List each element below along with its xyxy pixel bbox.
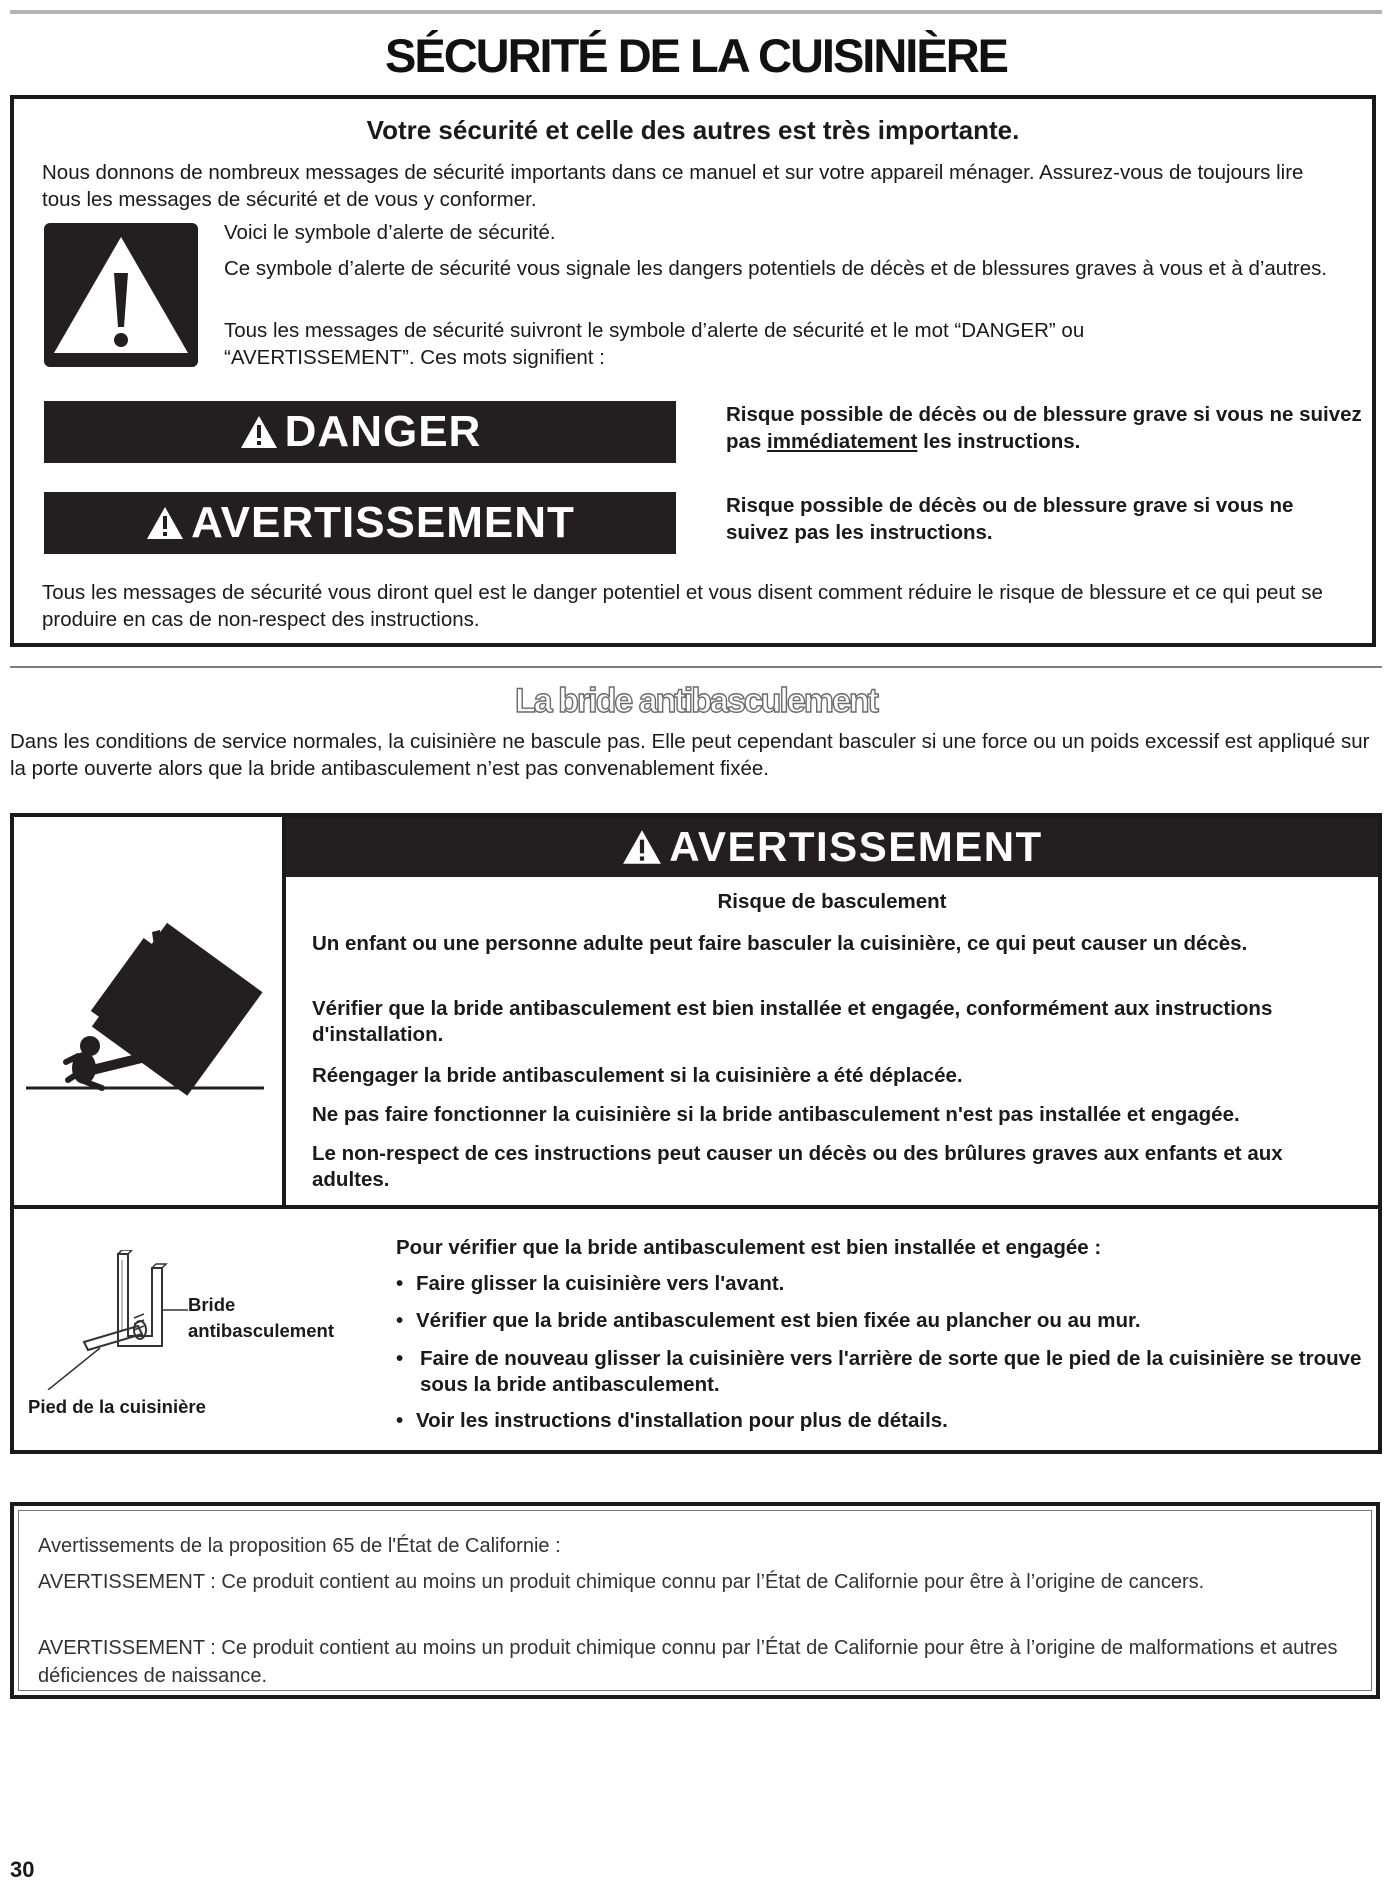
symbol-description-1: Voici le symbole d’alerte de sécurité.: [224, 221, 556, 244]
tipping-range-illustration-icon: [24, 922, 270, 1098]
verify-step: • Faire glisser la cuisinière vers l'avant.: [396, 1272, 785, 1295]
risk-line: Vérifier que la bride antibasculement est bien installée et engagée, conformément aux instructions d'installation.: [312, 997, 1273, 1046]
danger-label: DANGER: [284, 407, 482, 456]
anti-tip-bracket-illustration-icon: [40, 1250, 190, 1390]
immediately-emphasis: immédiatement: [767, 430, 918, 453]
box-horizontal-divider: [10, 1205, 1382, 1209]
danger-triangle-icon: [239, 414, 279, 450]
danger-banner: [44, 401, 676, 463]
risk-line: Le non-respect de ces instructions peut causer un décès ou des brûlures graves aux enfants et aux adultes.: [312, 1142, 1283, 1191]
warning-banner: [44, 492, 676, 554]
anti-tip-intro: Dans les conditions de service normales, la cuisinière ne bascule pas. Elle peut cependant basculer si une force ou un poids excessif est appliqué sur la porte ouverte alors que la bride antibasculement n’est pas convenablement fixée.: [10, 730, 1370, 780]
prop65-box: [10, 1502, 1380, 1699]
danger-description: Risque possible de décès ou de blessure grave si vous ne suivez pas immédiatement les instructions.: [726, 403, 1362, 453]
tip-risk-title: Risque de basculement: [717, 890, 947, 913]
safety-message-box: [10, 95, 1376, 647]
verify-step: • Faire de nouveau glisser la cuisinière vers l'arrière de sorte que le pied de la cuisinière se trouve sous la bride antibasculement.: [396, 1347, 1362, 1396]
anti-tip-section-title: La bride antibasculement: [515, 682, 877, 720]
risk-line: Ne pas faire fonctionner la cuisinière si la bride antibasculement n'est pas installée et engagée.: [312, 1103, 1240, 1126]
warning-triangle-icon: [145, 505, 185, 541]
top-rule: [10, 10, 1382, 14]
anti-tip-warning-label: AVERTISSEMENT: [669, 823, 1043, 870]
anti-tip-warning-banner: [286, 817, 1378, 877]
verify-title: Pour vérifier que la bride antibasculement est bien installée et engagée :: [396, 1236, 1102, 1259]
symbol-description-2: Ce symbole d’alerte de sécurité vous signale les dangers potentiels de décès et de blessures graves à vous et à d’autres.: [224, 257, 1328, 280]
prop65-warning-birth-defects: AVERTISSEMENT : Ce produit contient au moins un produit chimique connu par l’État de Californie pour être à l’origine de malformations et autres déficiences de naissance.: [38, 1637, 1338, 1687]
safety-alert-symbol-icon: [44, 223, 198, 367]
page-number: 30: [10, 1857, 35, 1882]
warning-triangle-icon: [621, 828, 663, 866]
safety-closing: Tous les messages de sécurité vous diront quel est le danger potentiel et vous disent comment réduire le risque de blessure et ce qui peut se produire en cas de non-respect des instructions.: [42, 581, 1323, 631]
safety-intro: Nous donnons de nombreux messages de sécurité importants dans ce manuel et sur votre appareil ménager. Assurez-vous de toujours lire tous les messages de sécurité et de vous y conformer.: [42, 161, 1304, 211]
section-divider: [10, 666, 1382, 668]
warning-label: AVERTISSEMENT: [191, 498, 575, 547]
prop65-title: Avertissements de la proposition 65 de l'État de Californie :: [38, 1535, 561, 1557]
symbol-description-3: Tous les messages de sécurité suivront le symbole d’alerte de sécurité et le mot “DANGER” ou “AVERTISSEMENT”. Ces mots signifient :: [224, 319, 1085, 369]
prop65-warning-cancer: AVERTISSEMENT : Ce produit contient au moins un produit chimique connu par l’État de Californie pour être à l’origine de cancers.: [38, 1571, 1205, 1593]
safety-heading: Votre sécurité et celle des autres est très importante.: [366, 115, 1020, 145]
foot-label: Pied de la cuisinière: [28, 1396, 206, 1417]
bracket-label: Bride antibasculement: [188, 1294, 334, 1341]
verify-step: • Voir les instructions d'installation pour plus de détails.: [396, 1409, 948, 1432]
verify-step: • Vérifier que la bride antibasculement est bien fixée au plancher ou au mur.: [396, 1309, 1141, 1332]
warning-description: Risque possible de décès ou de blessure grave si vous ne suivez pas les instructions.: [726, 494, 1294, 544]
risk-line: Réengager la bride antibasculement si la cuisinière a été déplacée.: [312, 1064, 963, 1087]
page-title: SÉCURITÉ DE LA CUISINIÈRE: [385, 29, 1007, 82]
risk-line: Un enfant ou une personne adulte peut faire basculer la cuisinière, ce qui peut causer un décès.: [312, 932, 1248, 955]
